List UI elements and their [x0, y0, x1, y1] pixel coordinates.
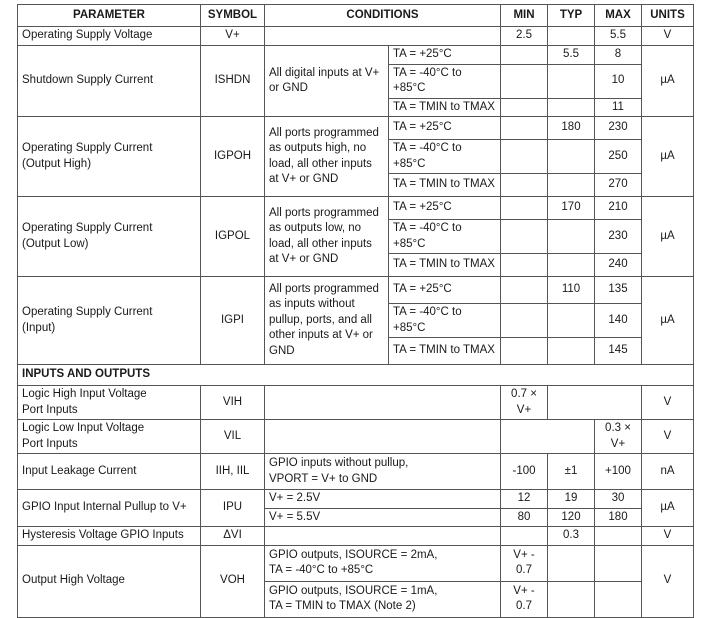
value-line: V+ — [516, 403, 532, 416]
unit-cell: µA — [642, 46, 694, 117]
max-cell — [595, 581, 642, 617]
temp-cell: TA = +25°C — [389, 117, 501, 140]
max-cell — [595, 545, 642, 581]
temp-cell: TA = -40°C to +85°C — [389, 220, 501, 254]
temp-cell: TA = TMIN to TMAX — [389, 98, 501, 117]
value-line: V+ — [610, 437, 626, 450]
typ-cell — [548, 545, 595, 581]
temp-cell: TA = -40°C to +85°C — [389, 140, 501, 174]
table-row — [18, 454, 694, 490]
table-row — [18, 527, 694, 546]
min-cell — [501, 98, 548, 117]
max-cell: 210 — [595, 197, 642, 220]
cond-line: GPIO inputs without pullup, — [269, 457, 409, 469]
max-cell: 180 — [595, 508, 642, 527]
typ-cell: 120 — [548, 508, 595, 527]
table-row — [18, 420, 694, 454]
param-line: Operating Supply Current — [22, 222, 153, 234]
param-line: Operating Supply Current — [22, 306, 153, 318]
param-cell: Hysteresis Voltage GPIO Inputs — [18, 527, 201, 546]
symbol-cell: ISHDN — [201, 46, 265, 117]
max-cell: 30 — [595, 490, 642, 509]
min-cell — [501, 545, 548, 581]
max-cell: +100 — [595, 454, 642, 490]
conditions-cell — [265, 581, 501, 617]
col-header-conditions: CONDITIONS — [265, 5, 501, 27]
max-cell: 230 — [595, 117, 642, 140]
col-header-max: MAX — [595, 5, 642, 27]
typ-cell: 170 — [548, 197, 595, 220]
min-cell — [501, 64, 548, 98]
conditions-cell: V+ = 5.5V — [265, 508, 501, 527]
unit-cell: µA — [642, 490, 694, 527]
section-title: INPUTS AND OUTPUTS — [18, 365, 694, 386]
typ-cell: ±1 — [548, 454, 595, 490]
min-cell — [501, 338, 548, 365]
cond-line: GPIO outputs, ISOURCE = 1mA, — [269, 584, 438, 597]
min-cell — [501, 386, 548, 420]
max-cell — [595, 420, 642, 454]
temp-cell: TA = +25°C — [389, 197, 501, 220]
typ-cell: 180 — [548, 117, 595, 140]
table-row — [18, 545, 694, 581]
unit-cell: V — [642, 27, 694, 46]
unit-cell: V — [642, 386, 694, 420]
typ-cell — [548, 98, 595, 117]
min-cell — [501, 304, 548, 338]
header-row — [18, 5, 694, 27]
max-cell: 230 — [595, 220, 642, 254]
min-cell — [501, 277, 548, 304]
conditions-cell: V+ = 2.5V — [265, 490, 501, 509]
min-cell: 2.5 — [501, 27, 548, 46]
max-cell — [595, 527, 642, 546]
symbol-cell: VIH — [201, 386, 265, 420]
symbol-cell: VOH — [201, 545, 265, 617]
param-line: (Output Low) — [22, 237, 89, 250]
col-header-typ: TYP — [548, 5, 595, 27]
conditions-cell — [265, 545, 501, 581]
table-row — [18, 490, 694, 509]
max-cell: 140 — [595, 304, 642, 338]
min-cell: -100 — [501, 454, 548, 490]
table-row — [18, 27, 694, 46]
symbol-cell: IGPOL — [201, 197, 265, 277]
col-header-parameter: PARAMETER — [18, 5, 201, 27]
col-header-symbol: SYMBOL — [201, 5, 265, 27]
table-row — [18, 117, 694, 140]
symbol-cell: V+ — [201, 27, 265, 46]
min-cell — [501, 46, 548, 65]
min-cell — [501, 527, 548, 546]
conditions-cell: All ports programmed as outputs high, no load, all other inputs at V+ or GND — [265, 117, 389, 197]
value-line: 0.7 — [516, 564, 532, 576]
max-cell: 11 — [595, 98, 642, 117]
cond-line: TA = TMIN to TMAX (Note 2) — [269, 600, 416, 612]
typ-cell: 5.5 — [548, 46, 595, 65]
min-cell: 12 — [501, 490, 548, 509]
typ-cell — [548, 220, 595, 254]
col-header-min: MIN — [501, 5, 548, 27]
max-cell: 145 — [595, 338, 642, 365]
temp-cell: TA = TMIN to TMAX — [389, 174, 501, 197]
typ-cell: 19 — [548, 490, 595, 509]
max-cell: 240 — [595, 254, 642, 277]
min-cell — [501, 220, 548, 254]
symbol-cell: ΔVI — [201, 527, 265, 546]
unit-cell: µA — [642, 197, 694, 277]
typ-cell — [548, 304, 595, 338]
max-cell: 8 — [595, 46, 642, 65]
typ-cell — [548, 27, 595, 46]
param-cell — [18, 420, 201, 454]
unit-cell: V — [642, 527, 694, 546]
table-row — [18, 197, 694, 220]
cond-line: VPORT = V+ to GND — [269, 472, 378, 485]
min-cell: 80 — [501, 508, 548, 527]
symbol-cell: IGPI — [201, 277, 265, 365]
unit-cell: V — [642, 545, 694, 617]
temp-cell: TA = TMIN to TMAX — [389, 338, 501, 365]
param-cell — [18, 117, 201, 197]
cond-line: TA = -40°C to +85°C — [269, 564, 374, 576]
param-cell: GPIO Input Internal Pullup to V+ — [18, 490, 201, 527]
param-cell — [18, 386, 201, 420]
conditions-cell — [265, 454, 501, 490]
temp-cell: TA = TMIN to TMAX — [389, 254, 501, 277]
conditions-cell — [265, 386, 501, 420]
section-row — [18, 365, 694, 386]
cond-line: GPIO outputs, ISOURCE = 2mA, — [269, 548, 438, 561]
value-line: 0.7 — [516, 600, 532, 612]
symbol-cell: IPU — [201, 490, 265, 527]
symbol-cell: IIH, IIL — [201, 454, 265, 490]
max-cell: 270 — [595, 174, 642, 197]
max-cell: 135 — [595, 277, 642, 304]
param-cell: Output High Voltage — [18, 545, 201, 617]
param-cell: Operating Supply Voltage — [18, 27, 201, 46]
typ-cell — [548, 254, 595, 277]
unit-cell: V — [642, 420, 694, 454]
value-line: V+ - — [513, 584, 535, 597]
conditions-cell — [265, 527, 501, 546]
param-line: (Output High) — [22, 157, 92, 170]
param-cell: Input Leakage Current — [18, 454, 201, 490]
electrical-characteristics-table — [17, 4, 694, 618]
max-cell: 5.5 — [595, 27, 642, 46]
table-row — [18, 386, 694, 420]
min-typ-cell — [501, 420, 595, 454]
table-row — [18, 277, 694, 304]
typ-cell: 110 — [548, 277, 595, 304]
param-line: (Input) — [22, 321, 56, 334]
value-line: 0.3 × — [605, 422, 631, 434]
min-cell — [501, 140, 548, 174]
value-line: V+ - — [513, 548, 535, 561]
table-row — [18, 46, 694, 65]
typ-cell — [548, 64, 595, 98]
typ-cell — [548, 581, 595, 617]
unit-cell: µA — [642, 117, 694, 197]
min-cell — [501, 117, 548, 140]
min-cell — [501, 581, 548, 617]
unit-cell: µA — [642, 277, 694, 365]
typ-cell — [548, 338, 595, 365]
typ-cell — [548, 174, 595, 197]
param-cell — [18, 277, 201, 365]
min-cell — [501, 254, 548, 277]
temp-cell: TA = +25°C — [389, 46, 501, 65]
max-cell: 10 — [595, 64, 642, 98]
max-cell: 250 — [595, 140, 642, 174]
col-header-units: UNITS — [642, 5, 694, 27]
symbol-cell: VIL — [201, 420, 265, 454]
min-cell — [501, 174, 548, 197]
param-line: Port Inputs — [22, 403, 78, 416]
conditions-cell — [265, 420, 501, 454]
param-line: Logic High Input Voltage — [22, 388, 147, 400]
unit-cell: nA — [642, 454, 694, 490]
temp-cell: TA = +25°C — [389, 277, 501, 304]
param-cell: Shutdown Supply Current — [18, 46, 201, 117]
min-cell — [501, 197, 548, 220]
param-line: Operating Supply Current — [22, 142, 153, 154]
param-line: Logic Low Input Voltage — [22, 422, 145, 434]
typ-cell — [548, 140, 595, 174]
typ-max-cell — [548, 386, 642, 420]
param-line: Port Inputs — [22, 437, 78, 450]
value-line: 0.7 × — [511, 388, 537, 400]
symbol-cell: IGPOH — [201, 117, 265, 197]
conditions-cell: All ports programmed as inputs without pullup, ports, and all other inputs at V+ or GND — [265, 277, 389, 365]
conditions-cell: All ports programmed as outputs low, no load, all other inputs at V+ or GND — [265, 197, 389, 277]
temp-cell: TA = -40°C to +85°C — [389, 304, 501, 338]
typ-cell: 0.3 — [548, 527, 595, 546]
param-cell — [18, 197, 201, 277]
conditions-cell: All digital inputs at V+ or GND — [265, 46, 389, 117]
temp-cell: TA = -40°C to +85°C — [389, 64, 501, 98]
conditions-cell — [265, 27, 501, 46]
